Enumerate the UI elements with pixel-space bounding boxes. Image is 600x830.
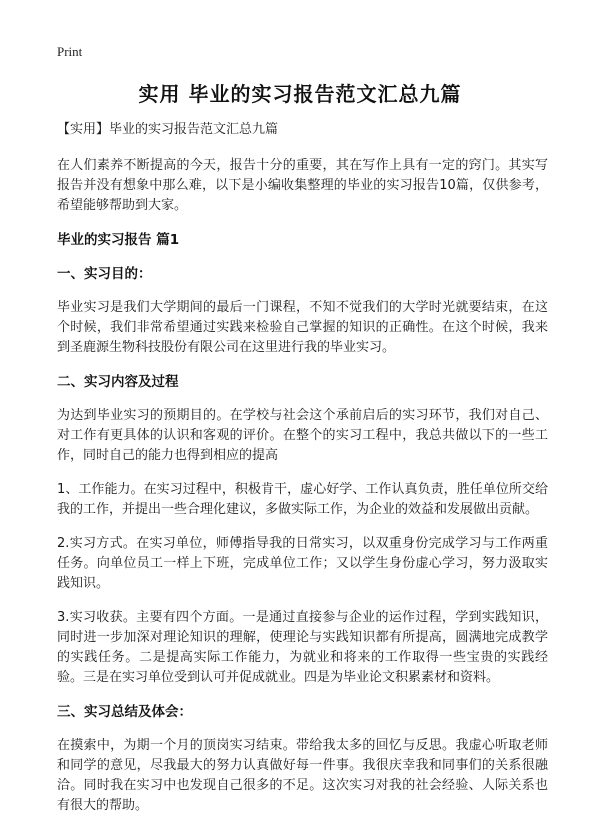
paragraph-work-ability: 1、工作能力。在实习过程中，积极肯干，虚心好学、工作认真负责，胜任单位所交给我的工作，并提出一些合理化建议，多做实际工作，为企业的效益和发展做出贡献。 — [57, 482, 548, 517]
print-link[interactable]: Print — [57, 44, 83, 59]
paragraph-internship-method: 2.实习方式。在实习单位，师傅指导我的日常实习，以双重身份完成学习与工作两重任务。向单位员工一样上下班，完成单位工作；又以学生身份虚心学习，努力汲取实践知识。 — [57, 536, 548, 591]
heading-content: 二、实习内容及过程 — [57, 374, 179, 390]
paragraph-summary: 在摸索中，为期一个月的顶岗实习结束。带给我太多的回忆与反思。我虚心听取老师和同学的意见，尽我最大的努力认真做好每一件事。我很庆幸我和同事们的关系很融洽。同时我在实习中也发现自己很多的不足。这次实习对我的社会经验、人际关系也有很大的帮助。 — [57, 738, 548, 813]
section-title: 毕业的实习报告 篇1 — [57, 232, 180, 248]
heading-purpose: 一、实习目的： — [57, 266, 152, 282]
document-title: 实用 毕业的实习报告范文汇总九篇 — [138, 82, 462, 106]
document-body — [57, 120, 548, 830]
paragraph-purpose: 毕业实习是我们大学期间的最后一门课程，不知不觉我们的大学时光就要结束，在这个时候，我们非常希望通过实践来检验自己掌握的知识的正确性。在这个时候，我来到圣鹿源生物科技股份有限公司在这里进行我的毕业实习。 — [57, 300, 548, 355]
paragraph-content-intro: 为达到毕业实习的预期目的。在学校与社会这个承前启后的实习环节，我们对自己、对工作有更具体的认识和客观的评价。在整个的实习工程中，我总共做以下的一些工作，同时自己的能力也得到相应的提高 — [57, 408, 548, 463]
document-subtitle: 【实用】毕业的实习报告范文汇总九篇 — [57, 122, 279, 137]
heading-summary: 三、实习总结及体会： — [57, 704, 192, 720]
paragraph-internship-gains: 3.实习收获。主要有四个方面。一是通过直接参与企业的运作过程，学到实践知识，同时进一步加深对理论知识的理解，使理论与实践知识都有所提高，圆满地完成教学的实践任务。二是提高实际工作能力，为就业和将来的工作取得一些宝贵的实践经验。三是在实习单位受到认可并促成就业。四是为毕业论文积累素材和资料。 — [57, 610, 548, 685]
intro-paragraph: 在人们素养不断提高的今天，报告十分的重要，其在写作上具有一定的窍门。其实写报告并没有想象中那么难，以下是小编收集整理的毕业的实习报告10篇，仅供参考，希望能够帮助到大家。 — [57, 158, 548, 213]
